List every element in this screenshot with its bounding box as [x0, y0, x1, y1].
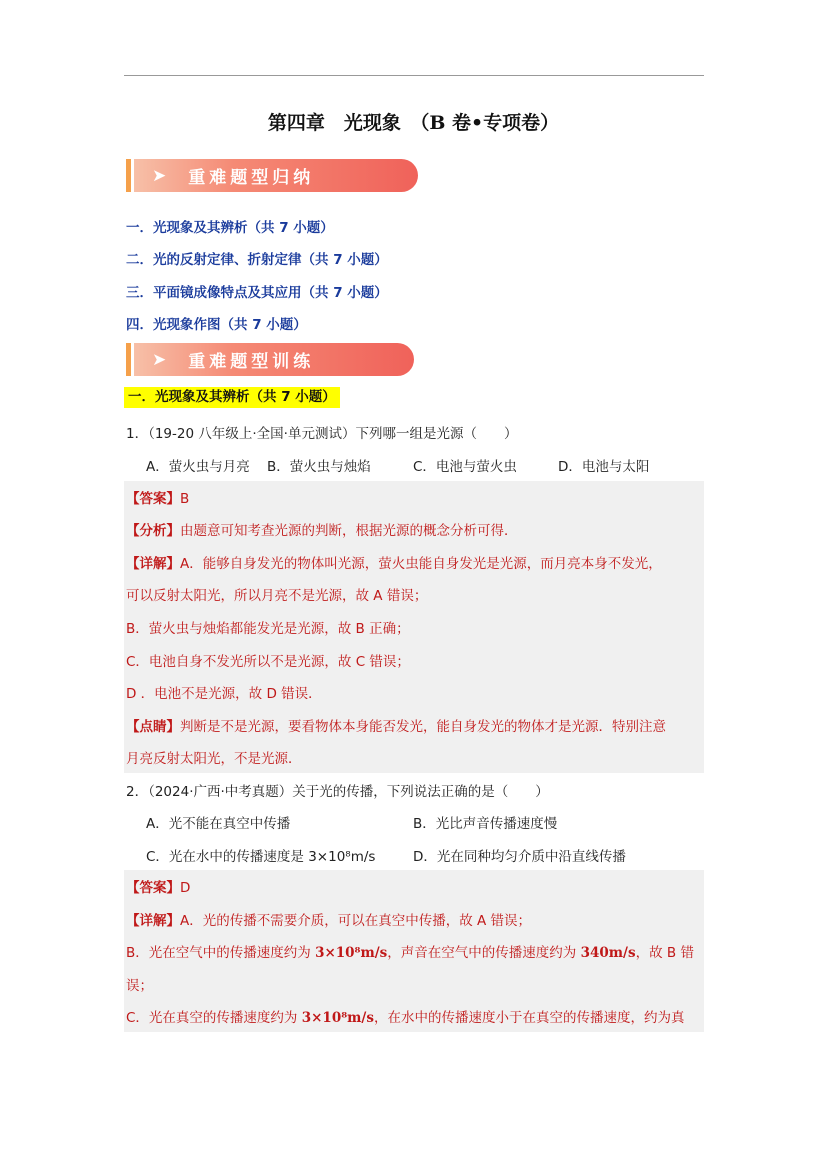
question-2-detail: 【详解】A．光的传播不需要介质，可以在真空中传播，故 A 错误； — [126, 913, 532, 929]
question-2-detail-line: C．光在真空的传播速度约为 3×10⁸m/s，在水中的传播速度小于在真空的传播速度，约为真 — [126, 1010, 685, 1026]
question-1-answer: 【答案】B — [126, 491, 190, 507]
question-1-detail: 【详解】A．能够自身发光的物体叫光源，萤火虫能自身发光是光源，而月亮本身不发光， — [126, 556, 662, 572]
toc-item-3[interactable]: 三．平面镜成像特点及其应用（共 7 小题） — [126, 285, 388, 301]
page-title: 第四章 光现象 （B 卷•专项卷） — [267, 112, 560, 134]
chevron-right-icon: ➤ — [152, 349, 167, 370]
banner-accent-bar — [126, 343, 131, 376]
banner-accent-bar — [126, 159, 131, 192]
question-2-option-c: C．光在水中的传播速度是 3×10⁸m/s — [146, 849, 376, 865]
question-2-detail-line: 误； — [126, 978, 153, 994]
question-2-option-b: B．光比声音传播速度慢 — [413, 816, 558, 832]
question-1-detail-line: D ．电池不是光源，故 D 错误． — [126, 686, 322, 702]
section-banner-training — [126, 343, 414, 376]
question-2-answer: 【答案】D — [126, 880, 191, 896]
banner-body — [134, 343, 414, 376]
question-1-stem: 1．（19-20 八年级上·全国·单元测试）下列哪一组是光源（ ） — [126, 426, 518, 442]
question-1-detail-line: 可以反射太阳光，所以月亮不是光源，故 A 错误； — [126, 588, 428, 604]
section-banner-summary — [126, 159, 418, 192]
question-1-option-d: D．电池与太阳 — [558, 459, 650, 475]
question-1-option-a: A．萤火虫与月亮 — [146, 459, 250, 475]
toc-item-1[interactable]: 一．光现象及其辨析（共 7 小题） — [126, 220, 334, 236]
question-1-detail-line: B．萤火虫与烛焰都能发光是光源，故 B 正确； — [126, 621, 410, 637]
question-1-comment-line: 月亮反射太阳光，不是光源． — [126, 751, 302, 767]
toc-item-4[interactable]: 四．光现象作图（共 7 小题） — [126, 317, 307, 333]
banner-label: 重难题型训练 — [188, 352, 315, 372]
question-2-detail-line: B．光在空气中的传播速度约为 3×10⁸m/s，声音在空气中的传播速度约为 340m/s，故 B 错 — [126, 945, 694, 961]
question-1-analysis: 【分析】由题意可知考查光源的判断，根据光源的概念分析可得． — [126, 523, 518, 539]
question-2-option-a: A．光不能在真空中传播 — [146, 816, 291, 832]
section-heading-highlighted: 一．光现象及其辨析（共 7 小题） — [124, 387, 340, 408]
question-1-detail-line: C．电池自身不发光所以不是光源，故 C 错误； — [126, 654, 410, 670]
question-1-comment: 【点睛】判断是不是光源，要看物体本身能否发光，能自身发光的物体才是光源．特别注意 — [126, 719, 666, 735]
question-2-stem: 2．（2024·广西·中考真题）关于光的传播，下列说法正确的是（ ） — [126, 784, 549, 800]
question-1-option-c: C．电池与萤火虫 — [413, 459, 517, 475]
question-2-option-d: D．光在同种均匀介质中沿直线传播 — [413, 849, 626, 865]
question-1-option-b: B．萤火虫与烛焰 — [267, 459, 371, 475]
banner-label: 重难题型归纳 — [188, 168, 315, 188]
header-rule — [124, 75, 704, 76]
banner-body — [134, 159, 418, 192]
chevron-right-icon: ➤ — [152, 165, 167, 186]
toc-item-2[interactable]: 二．光的反射定律、折射定律（共 7 小题） — [126, 252, 388, 268]
